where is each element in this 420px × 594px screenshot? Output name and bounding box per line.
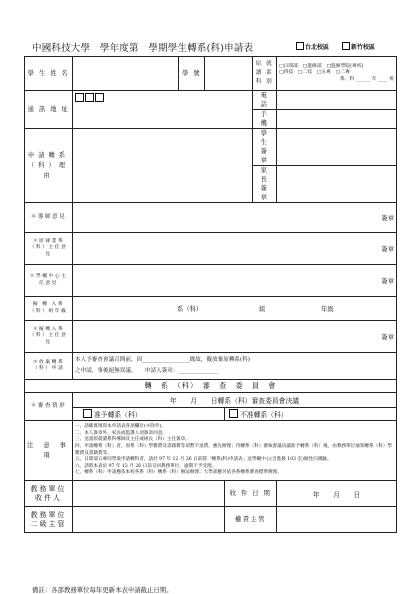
student-id-label: 學 號 xyxy=(179,57,205,91)
transfer-year-label: 年級 xyxy=(321,306,334,313)
sign-label: 簽章 xyxy=(381,215,394,222)
mentor-opinion-field[interactable] xyxy=(73,203,397,233)
withdraw-label: ＊放棄轉系（科）申請 xyxy=(25,353,73,380)
campus-hsinchu-option[interactable] xyxy=(342,42,375,51)
reject-label: 不准轉系（科） xyxy=(240,411,288,419)
footer-note: 備註：各部教務單位每年更新本表申請截止日期。 xyxy=(32,586,173,594)
received-date-field[interactable]: 年 月 日 xyxy=(277,481,397,507)
center-opinion-field[interactable] xyxy=(73,265,397,297)
withdraw-text-line1: 本人予審查會議召開前，因_________________緣故，擬放棄原轉系(科) xyxy=(75,357,250,363)
parent-sign-field[interactable] xyxy=(277,166,397,203)
original-dept-options[interactable] xyxy=(277,57,397,91)
parent-sign-label: 家 長 簽 章 xyxy=(253,166,277,203)
campus-hsinchu-label: 新竹校區 xyxy=(351,44,376,51)
note-item: 一、請確實填寫本申請表各項欄位(＊除外)。 xyxy=(75,424,166,430)
page-title: 中國科技大學 學年度第 學期學生轉系(科)申請表 xyxy=(32,43,254,54)
approval-sign-label: 權責主管 xyxy=(225,507,277,533)
academic-supervisor-field[interactable] xyxy=(73,507,225,533)
title-row xyxy=(24,38,396,54)
approve-option[interactable] xyxy=(73,408,225,421)
notes-list xyxy=(73,421,397,481)
withdraw-statement[interactable] xyxy=(73,353,397,380)
phone-field[interactable] xyxy=(277,91,397,110)
checkbox-icon[interactable] xyxy=(342,42,350,50)
student-sign-label: 學 生 簽 章 xyxy=(253,129,277,166)
target-head-opinion-field[interactable] xyxy=(73,321,397,353)
campus-taipei-option[interactable] xyxy=(296,42,329,51)
center-opinion-label: ＊學輔中心主任意見 xyxy=(25,265,73,297)
mentor-opinion-label: ＊導師意見 xyxy=(25,203,73,233)
original-dept-label: 原 就 讀 系 科 別 xyxy=(253,57,277,91)
checkbox-icon[interactable] xyxy=(229,409,238,418)
review-label: ＊審查情形 xyxy=(25,393,73,421)
reason-field[interactable] xyxy=(73,129,253,203)
note-item: 七、轉系（科）申請應依本校各系（科）轉系（科）辦法辦理；大學部應另依各系轉系審查標準辦理。 xyxy=(75,470,282,476)
address-field[interactable] xyxy=(73,91,253,129)
sign-label: 簽章 xyxy=(381,278,394,285)
received-date-label: 收 件 日 期 xyxy=(225,481,277,507)
reject-option[interactable] xyxy=(225,408,397,421)
dept-program-options[interactable]: □四技 □二技 □五專 □二專 xyxy=(279,70,350,76)
transfer-dept-label: 系（科） xyxy=(177,306,203,313)
approval-sign-field[interactable] xyxy=(277,507,397,533)
address-label: 通 訊 地 址 xyxy=(25,91,73,129)
sign-label: 簽章 xyxy=(381,246,394,253)
original-head-opinion-field[interactable] xyxy=(73,233,397,265)
mobile-field[interactable] xyxy=(277,110,397,129)
campus-taipei-label: 台北校區 xyxy=(305,44,330,51)
academic-receiver-field[interactable] xyxy=(73,481,225,507)
note-item: 三、送請原就讀系科導師及主任或組長（科）主任簽章。 xyxy=(75,437,190,443)
approve-label: 准予轉系（科） xyxy=(94,411,142,419)
sign-label: 簽章 xyxy=(381,334,394,341)
transfer-group-label: 組 xyxy=(259,306,266,313)
mobile-label: 手 機 xyxy=(253,110,277,129)
note-item: 二、本人簽章外，家長或監護人須簽章同意。 xyxy=(75,430,167,436)
dept-division-options[interactable]: □日間部 □進修部 □進修學院(專校) xyxy=(279,63,364,69)
transfer-to-label: 擬 轉 入系（科）組年級 xyxy=(25,297,73,321)
postal-code-boxes[interactable] xyxy=(75,97,105,104)
student-name-label: 學 生 姓 名 xyxy=(25,57,73,91)
target-head-opinion-label: ＊擬轉入系（科）主任意見 xyxy=(25,321,73,353)
committee-title: 轉 系 （科） 審 查 委 員 會 xyxy=(25,380,397,393)
dept-year-class: 系、科 ______ 年 ____ 班 xyxy=(339,76,394,82)
withdraw-text-line2: 之申請，事後絕無異議。 申請人簽章：______________ xyxy=(75,368,218,374)
student-id-field[interactable] xyxy=(205,57,253,91)
reason-label: 申請轉系（科）理由 xyxy=(25,129,73,203)
student-sign-field[interactable] xyxy=(277,129,397,166)
note-item: 四、申請轉系（科）者，原系（科）學雜費及書籍費等項暫不退費，應先辦理；待轉系（科）審核會議決議准予轉系（科）後，由教務單位通知轉系（科）學雜費及書籍費等。 xyxy=(75,443,392,456)
student-name-field[interactable] xyxy=(73,57,179,91)
transfer-to-field[interactable] xyxy=(73,297,397,321)
checkbox-icon[interactable] xyxy=(83,409,92,418)
phone-label: 電 話 xyxy=(253,91,277,110)
note-item: 六、請將本表於 97 年 12 月 26 日前交回教務單位，逾期不予受理。 xyxy=(75,463,217,469)
original-head-opinion-label: ＊原肄業系（科）主任意見 xyxy=(25,233,73,265)
review-date: 年 月 日轉系（科）審查委員會決議 xyxy=(73,393,397,408)
notes-label: 注 意 事 項 xyxy=(25,421,73,481)
application-form-table xyxy=(24,56,397,533)
academic-receiver-label: 教務單位收件人 xyxy=(25,481,73,507)
academic-supervisor-label: 教務單位二級主管 xyxy=(25,507,73,533)
note-item: 五、日間部五專同學欲申請轉科者，請於 97 年 12 月 26 日前將「轉系(科)申請表」送學輔中心(含進修 103 室)做性向測驗。 xyxy=(75,457,332,463)
checkbox-icon[interactable] xyxy=(296,42,304,50)
